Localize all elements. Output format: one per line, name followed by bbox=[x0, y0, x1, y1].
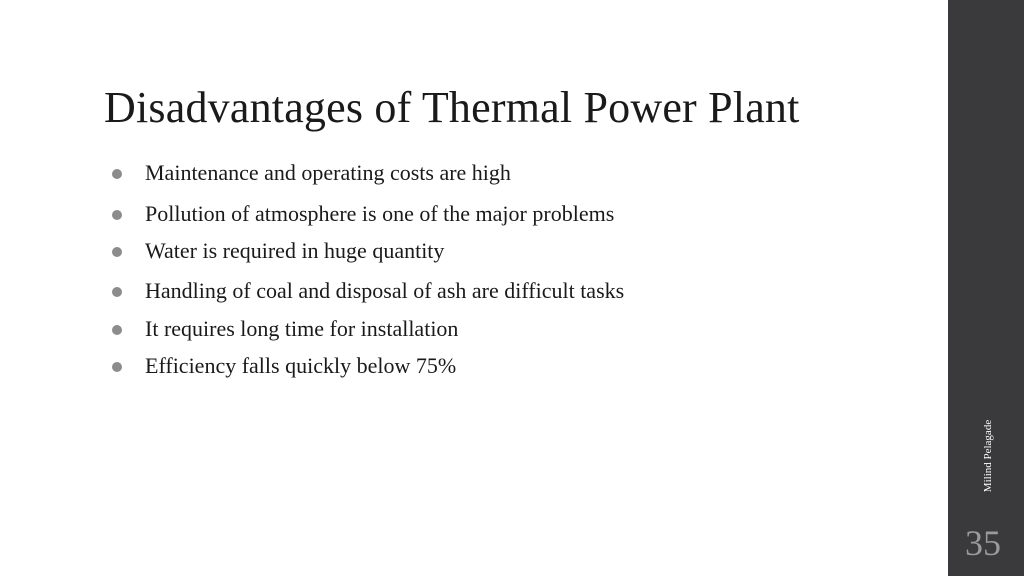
bullet-dot-icon bbox=[112, 210, 122, 220]
bullet-dot-icon bbox=[112, 247, 122, 257]
bullet-dot-icon bbox=[112, 169, 122, 179]
bullet-text: Maintenance and operating costs are high bbox=[145, 160, 511, 185]
author-label: Milind Pelagade bbox=[982, 419, 994, 493]
bullet-dot-icon bbox=[112, 325, 122, 335]
bullet-text: Efficiency falls quickly below 75% bbox=[145, 353, 457, 378]
bullet-dot-icon bbox=[112, 287, 122, 297]
bullet-text: Water is required in huge quantity bbox=[145, 238, 445, 263]
bullet-text: It requires long time for installation bbox=[145, 316, 459, 341]
bullet-dot-icon bbox=[112, 362, 122, 372]
page-number: 35 bbox=[965, 523, 1001, 563]
bullet-text: Pollution of atmosphere is one of the major problems bbox=[145, 201, 615, 226]
slide-title: Disadvantages of Thermal Power Plant bbox=[104, 83, 800, 132]
bullet-text: Handling of coal and disposal of ash are difficult tasks bbox=[145, 278, 625, 303]
